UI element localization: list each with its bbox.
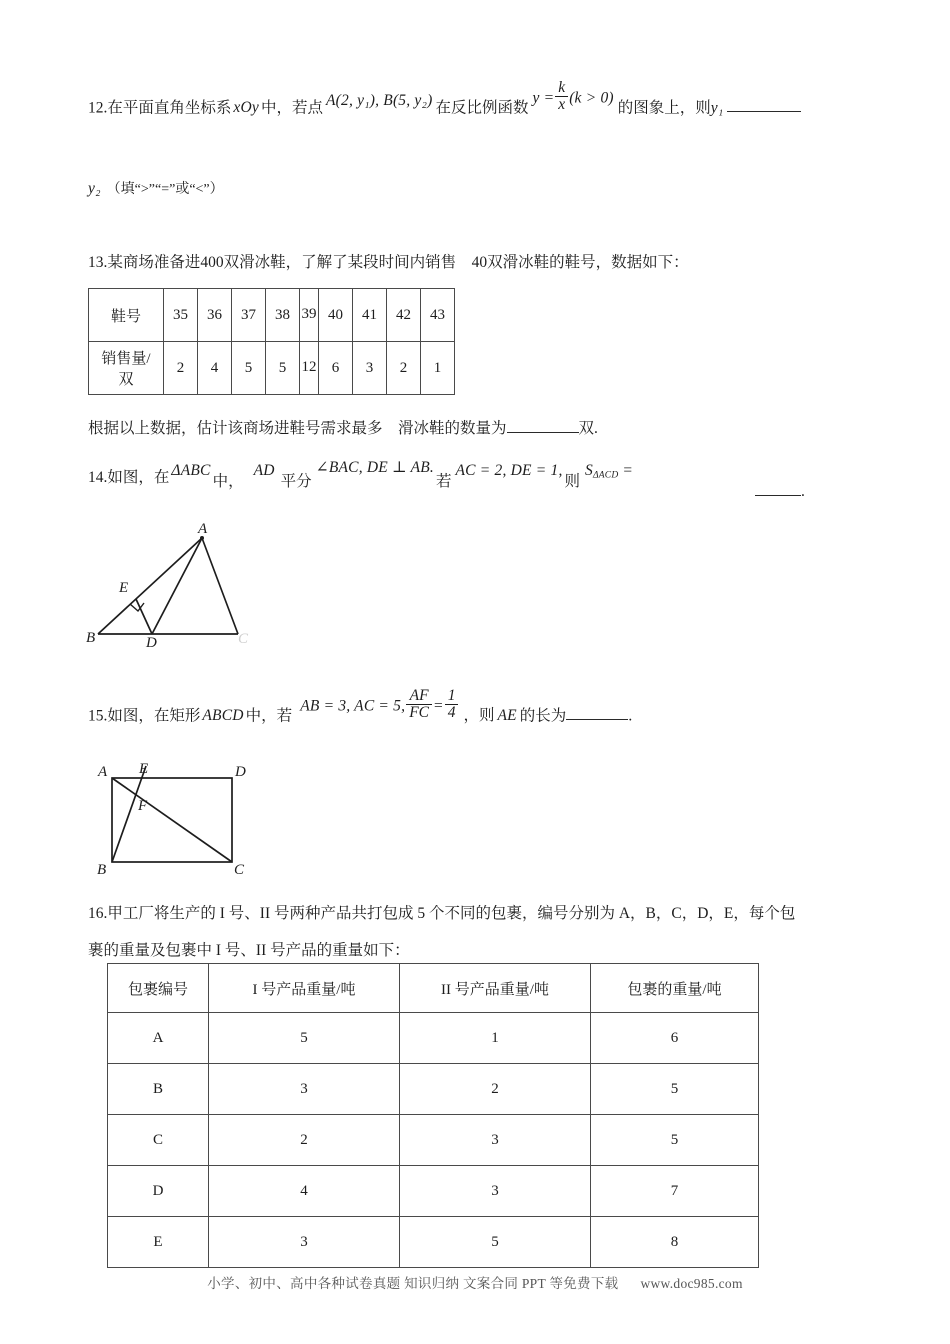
package-weights-table — [107, 963, 759, 1268]
q14-area-subscript: ΔACD — [593, 470, 619, 481]
q15-segment-ae: AE — [497, 707, 517, 725]
q13-stem-text: 某商场准备进400双滑冰鞋，了解了某段时间内销售 40双滑冰鞋的鞋号，数据如下： — [107, 254, 689, 271]
diagonal-ac — [112, 778, 232, 862]
q12-fill-hint: （填“>”“=”或“<”） — [106, 182, 224, 197]
row-label-shoe-size: 鞋号 — [89, 289, 164, 342]
q12-var-y2: y₂ — [88, 180, 101, 197]
cell-sales-3: 5 — [266, 342, 300, 395]
table-row — [108, 1013, 759, 1064]
q15-ratio-fraction — [406, 688, 432, 722]
cell-product-1: 5 — [209, 1013, 400, 1064]
table-row — [108, 1217, 759, 1268]
q15-text-b: 中，若 — [245, 707, 293, 725]
table-row-sales — [89, 342, 455, 395]
cell-size-4: 39 — [300, 289, 319, 342]
q14-text-ruo: 若 — [436, 473, 452, 490]
table-row — [108, 1166, 759, 1217]
rectangle-abcd-figure — [92, 760, 252, 878]
cell-product-2: 3 — [400, 1166, 591, 1217]
cell-total: 5 — [591, 1115, 759, 1166]
q12-formula-fraction — [555, 80, 568, 114]
q12-var-xoy: xOy — [233, 99, 259, 117]
shoe-size-sales-table — [88, 288, 455, 395]
figure-label-d: D — [146, 635, 157, 647]
q16-text-line1: 甲工厂将生产的 I 号、II 号两种产品共打包成 5 个不同的包裹，编号分别为 A，B，C，D，E，每个包 — [107, 905, 796, 922]
figure-label-e: E — [139, 761, 149, 777]
cell-sales-4: 12 — [300, 342, 319, 395]
cell-sales-8: 1 — [421, 342, 455, 395]
header-product-1-weight: I 号产品重量/吨 — [209, 964, 400, 1013]
q12-var-y1: y₁ — [710, 99, 724, 117]
q15-number: 15. — [88, 707, 108, 725]
question-15-stem — [88, 687, 633, 734]
q15-value-numerator: 1 — [447, 687, 456, 704]
q15-ratio-equals: = — [433, 697, 444, 715]
cell-sales-0: 2 — [164, 342, 198, 395]
q12-points: A(2, y₁), B(5, y₂) — [325, 92, 433, 110]
figure-label-a: A — [198, 522, 208, 537]
table-row-sizes — [89, 289, 455, 342]
q15-condition-ab-ac: AB = 3, AC = 5, — [300, 697, 406, 715]
cell-product-2: 5 — [400, 1217, 591, 1268]
cell-product-1: 3 — [209, 1064, 400, 1115]
q14-number: 14. — [88, 469, 108, 486]
segment-de — [136, 599, 152, 634]
q13-answer-blank[interactable] — [507, 418, 579, 433]
figure-label-d: D — [235, 764, 246, 780]
q14-segment-ad: AD — [253, 462, 275, 479]
footer-text: 小学、初中、高中各种试卷真题 知识归纳 文案合同 PPT 等免费下载 — [207, 1276, 619, 1291]
q12-formula-denominator: x — [555, 96, 568, 113]
q14-text-ze: 则 — [564, 473, 581, 490]
cell-size-5: 40 — [319, 289, 353, 342]
cell-product-2: 2 — [400, 1064, 591, 1115]
cell-package-id: D — [108, 1166, 209, 1217]
question-13-followup — [88, 418, 598, 440]
q15-text-d: 的长为 — [519, 707, 567, 725]
q12-answer-blank[interactable] — [727, 97, 801, 112]
q16-number: 16. — [88, 905, 108, 922]
q12-formula-numerator: k — [558, 79, 566, 96]
cell-package-id: B — [108, 1064, 209, 1115]
segment-ac — [202, 538, 238, 634]
cell-size-0: 35 — [164, 289, 198, 342]
q14-period: . — [801, 483, 805, 500]
cell-size-2: 37 — [232, 289, 266, 342]
q12-formula-lhs: y = — [532, 89, 555, 107]
q15-value-fraction — [445, 688, 459, 722]
cell-product-2: 3 — [400, 1115, 591, 1166]
figure-label-c: C — [238, 631, 249, 647]
question-14-answer-line — [755, 481, 805, 503]
q15-answer-blank[interactable] — [566, 705, 628, 720]
table-header-row — [108, 964, 759, 1013]
table-row — [108, 1115, 759, 1166]
right-angle-mark-e — [130, 603, 144, 611]
cell-sales-7: 2 — [387, 342, 421, 395]
q15-text-a: 如图，在矩形 — [107, 707, 201, 725]
q12-formula-condition: (k > 0) — [569, 89, 614, 107]
q12-number: 12. — [88, 99, 108, 117]
cell-sales-1: 4 — [198, 342, 232, 395]
q14-text-b: 中， — [212, 473, 244, 490]
segment-ad — [152, 538, 202, 634]
q14-area-symbol: SΔACD — [585, 462, 619, 481]
header-package-weight: 包裹的重量/吨 — [591, 964, 759, 1013]
q14-text-a: 如图，在 — [107, 469, 170, 486]
question-13-stem — [88, 252, 689, 274]
q15-value-denominator: 4 — [445, 704, 459, 721]
page-footer — [0, 1272, 950, 1292]
q14-triangle-abc: ΔABC — [171, 462, 211, 479]
question-12-line-1 — [88, 79, 801, 126]
cell-sales-6: 3 — [353, 342, 387, 395]
q15-period: . — [628, 707, 633, 725]
figure-label-b: B — [97, 862, 107, 878]
q14-text-c: 平分 — [280, 473, 312, 490]
cell-product-1: 4 — [209, 1166, 400, 1217]
q13-followup-text-b: 双. — [578, 420, 598, 437]
cell-size-6: 41 — [353, 289, 387, 342]
q14-equals: = — [622, 462, 634, 479]
q12-text-a: 在平面直角坐标系 — [107, 99, 232, 117]
question-14-stem — [88, 459, 634, 490]
cell-total: 5 — [591, 1064, 759, 1115]
question-16-line-2 — [88, 940, 410, 962]
figure-label-a: A — [98, 764, 108, 780]
row-label-sales: 销售量/双 — [89, 342, 164, 395]
q15-text-c: ，则 — [463, 707, 495, 725]
header-package-id: 包裹编号 — [108, 964, 209, 1013]
figure-label-f: F — [138, 798, 148, 814]
cell-total: 7 — [591, 1166, 759, 1217]
cell-product-1: 2 — [209, 1115, 400, 1166]
cell-package-id: A — [108, 1013, 209, 1064]
q13-followup-text-a: 根据以上数据，估计该商场进鞋号需求最多 滑冰鞋的数量为 — [88, 420, 507, 437]
q15-conditions — [300, 687, 459, 724]
cell-total: 8 — [591, 1217, 759, 1268]
header-product-2-weight: II 号产品重量/吨 — [400, 964, 591, 1013]
footer-url[interactable]: www.doc985.com — [640, 1276, 743, 1291]
figure-label-e: E — [119, 580, 129, 596]
segment-be — [112, 766, 146, 862]
q14-condition-1: ∠BAC, DE ⊥ AB. — [315, 459, 434, 476]
q14-answer-blank[interactable] — [755, 481, 801, 496]
cell-product-1: 3 — [209, 1217, 400, 1268]
segment-ba — [98, 538, 202, 634]
cell-package-id: E — [108, 1217, 209, 1268]
cell-size-7: 42 — [387, 289, 421, 342]
cell-size-8: 43 — [421, 289, 455, 342]
cell-size-1: 36 — [198, 289, 232, 342]
question-16-line-1 — [88, 903, 795, 925]
q15-rect-abcd: ABCD — [202, 707, 244, 725]
cell-product-2: 1 — [400, 1013, 591, 1064]
cell-sales-2: 5 — [232, 342, 266, 395]
q14-condition-2: AC = 2, DE = 1, — [455, 462, 563, 479]
q12-text-b: 中，若点 — [260, 99, 323, 117]
triangle-abc-figure — [86, 522, 256, 647]
question-12-line-2 — [88, 178, 224, 200]
cell-size-3: 38 — [266, 289, 300, 342]
q12-text-c: 在反比例函数 — [435, 99, 529, 117]
q15-ratio-numerator: AF — [409, 687, 429, 704]
figure-label-c: C — [234, 862, 245, 878]
q16-text-line2: 裹的重量及包裹中 I 号、II 号产品的重量如下： — [88, 942, 410, 959]
q13-number: 13. — [88, 254, 108, 271]
table-row — [108, 1064, 759, 1115]
q12-text-d: 的图象上，则 — [617, 99, 711, 117]
cell-total: 6 — [591, 1013, 759, 1064]
cell-sales-5: 6 — [319, 342, 353, 395]
figure-label-b: B — [86, 630, 96, 646]
q15-ratio-denominator: FC — [406, 704, 432, 721]
q12-inverse-formula — [532, 79, 614, 116]
cell-package-id: C — [108, 1115, 209, 1166]
